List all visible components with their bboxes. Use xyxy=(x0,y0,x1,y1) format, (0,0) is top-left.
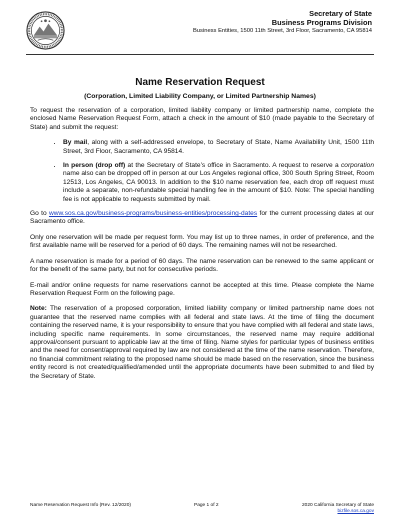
header-line-1: Secretary of State xyxy=(309,9,372,18)
bullet-lead: In person (drop off) xyxy=(63,162,126,170)
submission-methods-list xyxy=(30,139,374,204)
footer-right xyxy=(302,503,374,515)
note-paragraph xyxy=(30,305,374,381)
goto-post: for the current processing dates at our Sacramento office. xyxy=(30,210,374,226)
list-item xyxy=(63,139,374,156)
processing-dates-link[interactable]: www.sos.ca.gov/business-programs/business-entities/processing-dates xyxy=(48,210,258,218)
bullet-italic: corporation xyxy=(341,162,374,170)
bullet-text: , along with a self-addressed envelope, to Secretary of State, Name Availability Unit, 1500 11th Street, 3rd Floor, Sacramento, CA 95814. xyxy=(63,139,374,155)
state-seal-icon xyxy=(26,11,65,50)
document-body xyxy=(30,107,374,388)
processing-dates-paragraph xyxy=(30,210,374,227)
header-line-2: Business Programs Division xyxy=(271,18,372,27)
goto-pre: Go to xyxy=(30,210,49,218)
footer-copyright: 2020 California Secretary of State xyxy=(302,503,374,508)
note-text: The reservation of a proposed corporation, limited liability company or limited partnership name does not guarantee that the reserved name complies with all federal and state laws. At the time of filing the document containing the reserved name, it is your responsibility to ensure that you have complied with all federal and state laws, including specific name requirements. In some circumstances, the reserved name may require additional approval/consent pursuant to applicable law at the time of filing. Name styles for particular types of business entities and the need for consent/approval required by law are not considered at the time of the name reservation. Therefore, no financial commitment relating to the proposed name should be made based on the reservation, since the business entity record is not created/qualified/amended until the appropriate documents have been submitted to and filed by the Secretary of State. xyxy=(30,305,374,380)
page-subtitle: (Corporation, Limited Liability Company, or Limited Partnership Names) xyxy=(84,93,316,100)
bullet-text: at the Secretary of State’s office in Sacramento. A request to reserve a xyxy=(125,162,341,170)
header-rule xyxy=(26,54,374,55)
intro-paragraph: To request the reservation of a corporation, limited liability company or limited partnership name, complete the enclosed Name Reservation Request Form, attach a check in the amount of $10 (made payable to the Secretary of State) and submit the request: xyxy=(30,107,374,131)
footer-form-id: Name Reservation Request Info (Rev. 12/2020) xyxy=(30,503,131,508)
footer-page-number: Page 1 of 2 xyxy=(194,503,219,508)
one-reservation-paragraph: Only one reservation will be made per request form. You may list up to three names, in order of preference, and the first available name will be reserved for a period of 60 days. The remaining names will not be researched. xyxy=(30,233,374,250)
bullet-text: name also can be dropped off in person at our Los Angeles regional office, 300 South Spring Street, Room 12513, Los Angeles, CA 90013. In addition to the $10 name reservation fee, each drop off request must include a separate, non-refundable special handling fee in the amount of $10. Note: The special handling fee is not applicable to requests submitted by mail. xyxy=(63,170,374,203)
note-label: Note: xyxy=(30,305,47,313)
list-item xyxy=(63,162,374,204)
header-address: Business Entities, 1500 11th Street, 3rd Floor, Sacramento, CA 95814 xyxy=(192,28,372,34)
office-header xyxy=(193,9,372,36)
page-title: Name Reservation Request xyxy=(135,77,265,88)
email-paragraph: E-mail and/or online requests for name reservations cannot be accepted at this time. Please complete the Name Reservation Request Form on the following page. xyxy=(30,281,374,297)
reservation-period-paragraph: A name reservation is made for a period of 60 days. The name reservation can be renewed to the same applicant or for the benefit of the same party, but not for consecutive periods. xyxy=(30,257,374,274)
footer-website-link[interactable]: bizfile.sos.ca.gov xyxy=(337,509,374,514)
bullet-lead: By mail xyxy=(63,139,88,147)
